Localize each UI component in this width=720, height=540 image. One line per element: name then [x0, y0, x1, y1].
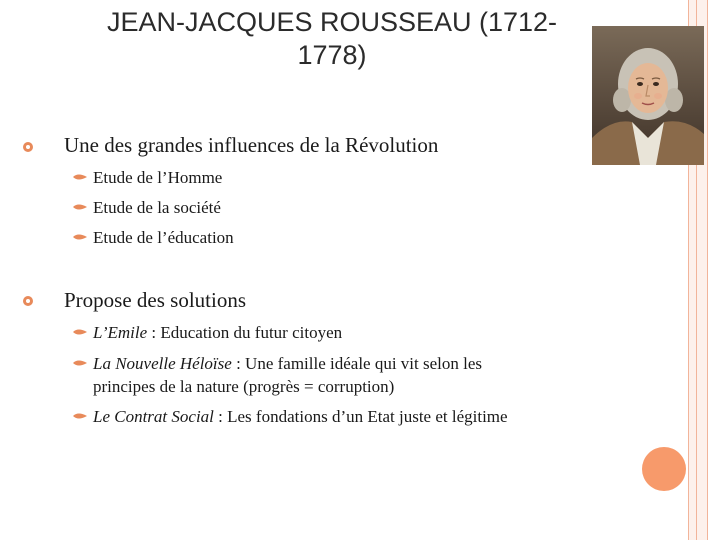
work-title: La Nouvelle Héloïse: [93, 354, 232, 373]
bullet-level2-text: [93, 353, 482, 374]
work-description: : Une famille idéale qui vit selon les: [231, 354, 483, 373]
arrow-bullet-icon: [72, 327, 88, 337]
gear-bullet-icon: [22, 141, 34, 153]
gear-bullet-icon: [22, 295, 34, 307]
portrait-image: [592, 26, 704, 165]
bullet-level1-text: Une des grandes influences de la Révolution: [64, 133, 439, 157]
bullet-level2-text: [93, 322, 342, 343]
bullet-level2-text: Etude de l’Homme: [93, 168, 223, 187]
bullet-level2-text: Etude de l’éducation: [93, 228, 234, 247]
slide-title-line: 1778): [297, 40, 367, 70]
slide-title: [58, 6, 606, 72]
bullet-level2-text: Etude de la société: [93, 198, 221, 217]
work-title: L’Emile: [93, 323, 148, 342]
arrow-bullet-icon: [72, 202, 88, 212]
arrow-bullet-icon: [72, 358, 88, 368]
work-description: : Les fondations d’un Etat juste et légitime: [213, 407, 508, 426]
bullet-level2-continuation: principes de la nature (progrès = corruption): [93, 377, 395, 396]
work-title: Le Contrat Social: [93, 407, 214, 426]
decorative-circle: [642, 447, 686, 491]
arrow-bullet-icon: [72, 232, 88, 242]
bullet-level2-text: [93, 406, 508, 427]
work-description: : Education du futur citoyen: [147, 323, 343, 342]
arrow-bullet-icon: [72, 411, 88, 421]
decorative-line: [707, 0, 708, 540]
arrow-bullet-icon: [72, 172, 88, 182]
bullet-level1-text: Propose des solutions: [64, 288, 247, 312]
slide-title-line: JEAN-JACQUES ROUSSEAU (1712-: [106, 7, 558, 37]
